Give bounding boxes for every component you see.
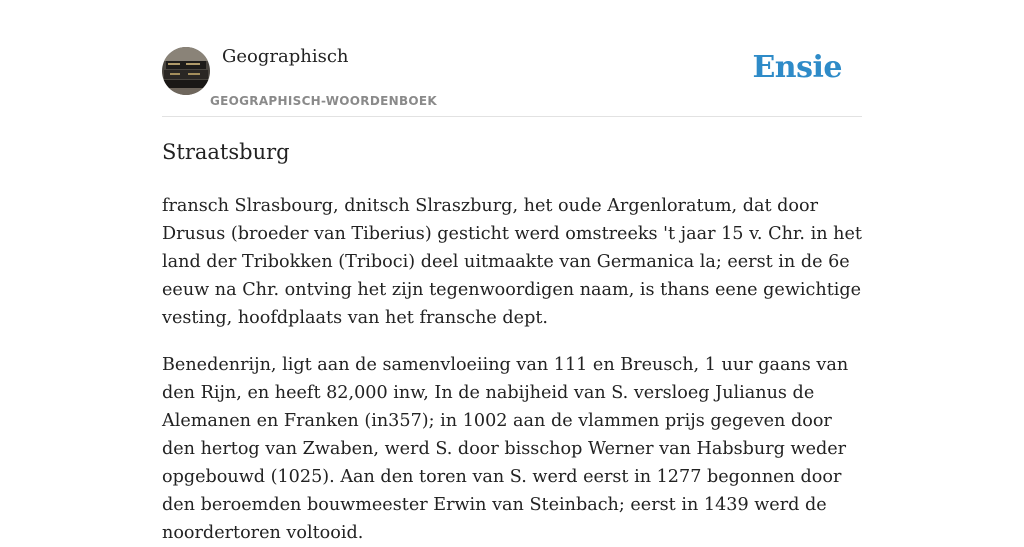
page xyxy=(162,0,862,543)
entry-paragraph-2: Benedenrijn, ligt aan de samenvloeiing van 111 en Breusch, 1 uur gaans van den Rijn, en heeft 82,000 inw, In de nabijheid van S. versloeg Julianus de Alemanen en Franken (in357); in 1002 aan de vlammen prijs gegeven door den hertog van Zwaben, werd S. door bisschop Werner van Habsburg weder opgebouwd (1025). Aan den toren van S. werd eerst in 1277 begonnen door den beroemden bouwmeester Erwin van Steinbach; eerst in 1439 werd de noordertoren voltooid. xyxy=(162,355,849,543)
entry-title: Straatsburg xyxy=(162,140,290,164)
site-name[interactable]: Geographisch xyxy=(222,46,349,67)
dictionary-link[interactable]: GEOGRAPHISCH-WOORDENBOEK xyxy=(210,94,437,108)
ensie-logo[interactable]: Ensie xyxy=(752,50,842,85)
dictionary-avatar[interactable] xyxy=(162,47,210,95)
entry-paragraph-1: fransch Slrasbourg, dnitsch Slraszburg, het oude Argenloratum, dat door Drusus (broeder van Tiberius) gesticht werd omstreeks 't jaar 15 v. Chr. in het land der Tribokken (Triboci) deel uitmaakte van Germanica la; eerst in de 6e eeuw na Chr. ontving het zijn tegenwoordigen naam, is thans eene gewichtige vesting, hoofdplaats van het fransche dept. xyxy=(162,196,862,328)
books-image-icon xyxy=(162,47,210,95)
header xyxy=(162,0,862,117)
